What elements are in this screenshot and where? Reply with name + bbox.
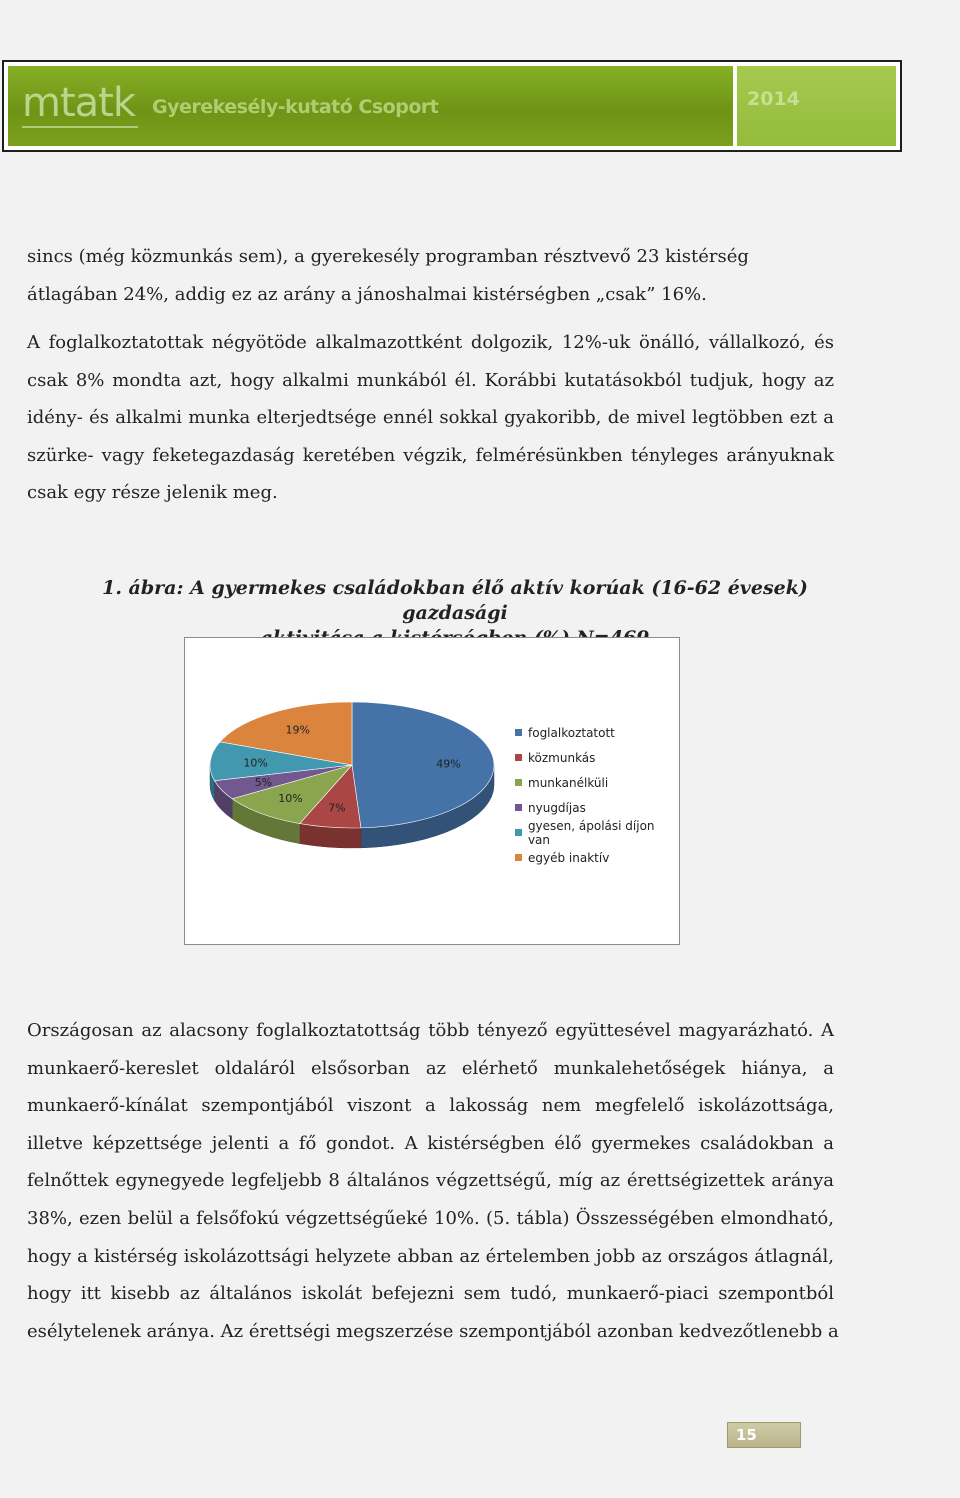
text-line: csak egy része jelenik meg.: [27, 482, 278, 504]
header-banner: [8, 66, 733, 146]
pie-label-1: 7%: [328, 801, 346, 815]
chart-container: [184, 637, 680, 945]
pie-label-5: 19%: [285, 723, 310, 737]
paragraph-2: [27, 324, 834, 512]
pie-label-2: 10%: [278, 792, 303, 805]
page-number-badge: [727, 1422, 801, 1448]
legend-swatch: [515, 829, 522, 836]
pie-label-0: 49%: [436, 757, 461, 771]
text-line: csak 8% mondta azt, hogy alkalmi munkából él. Korábbi kutatásokból tudjuk, hogy az: [27, 369, 834, 391]
pie-label-3: 5%: [254, 776, 273, 789]
text-line: átlagában 24%, addig ez az arány a jánoshalmai kistérségben „csak” 16%.: [27, 283, 707, 305]
legend-label: egyéb inaktív: [528, 850, 610, 865]
chart-legend: [515, 720, 679, 870]
legend-item-1: [515, 745, 679, 770]
pie-chart: [185, 638, 515, 944]
text-line: hogy itt kisebb az általános iskolát befejezni sem tudó, munkaerő-piaci szempontból: [27, 1283, 834, 1305]
legend-label: közmunkás: [528, 750, 596, 765]
paragraph-1: [27, 238, 834, 313]
legend-label: nyugdíjas: [528, 800, 586, 815]
text-line: hogy a kistérség iskolázottsági helyzete abban az értelemben jobb az országos átlagnál,: [27, 1245, 834, 1267]
page-header: [2, 60, 902, 152]
legend-label: munkanélküli: [528, 775, 609, 790]
legend-swatch: [515, 779, 522, 786]
text-line: Országosan az alacsony foglalkoztatottság több tényező együttesével magyarázható. A: [27, 1020, 834, 1041]
page-number: 15: [736, 1426, 757, 1444]
legend-item-5: [515, 845, 679, 870]
group-name: Gyerekesély-kutató Csoport: [152, 96, 439, 118]
text-line: A foglalkoztatottak négyötöde alkalmazottként dolgozik, 12%-uk önálló, vállalkozó, és: [27, 332, 834, 353]
mtatk-logo: mtatk: [22, 80, 136, 126]
legend-swatch: [515, 854, 522, 861]
paragraph-3: [27, 1012, 839, 1350]
text-line: munkaerő-kereslet oldaláról elsősorban az elérhető munkalehetőségek hiánya, a: [27, 1057, 834, 1079]
legend-label: foglalkoztatott: [528, 725, 615, 740]
legend-swatch: [515, 804, 522, 811]
header-year: 2014: [747, 88, 800, 110]
logo-underline: [22, 126, 138, 128]
text-line: felnőttek egynegyede legfeljebb 8 általános végzettségű, míg az érettségizettek aránya: [27, 1170, 834, 1192]
legend-swatch: [515, 729, 522, 736]
legend-label: gyesen, ápolási díjon van: [527, 818, 655, 847]
header-year-box: [737, 66, 896, 146]
legend-item-2: [515, 770, 679, 795]
legend-item-4: [515, 820, 679, 845]
pie-label-4: 10%: [243, 756, 268, 770]
text-line: 38%, ezen belül a felsőfokú végzettségűeké 10%. (5. tábla) Összességében elmondható,: [27, 1207, 834, 1229]
legend-swatch: [515, 754, 522, 761]
text-line: sincs (még közmunkás sem), a gyerekesély programban résztvevő 23 kistérség: [27, 246, 749, 267]
text-line: esélytelenek aránya. Az érettségi megszerzése szempontjából azonban kedvezőtlenebb a: [27, 1320, 839, 1342]
legend-item-0: [515, 720, 679, 745]
text-line: idény- és alkalmi munka elterjedtsége ennél sokkal gyakoribb, de mivel legtöbben ezt a: [27, 407, 834, 429]
figure-title-line-1: 1. ábra: A gyermekes családokban élő aktív korúak (16-62 évesek) gazdasági: [102, 577, 808, 624]
text-line: munkaerő-kínálat szempontjából viszont a lakosság nem megfelelő iskolázottsága,: [27, 1095, 834, 1117]
text-line: illetve képzettsége jelenti a fő gondot. A kistérségben élő gyermekes családokban a: [27, 1132, 834, 1154]
text-line: szürke- vagy feketegazdaság keretében végzik, felmérésünkben tényleges arányuknak: [27, 444, 834, 466]
legend-item-3: [515, 795, 679, 820]
